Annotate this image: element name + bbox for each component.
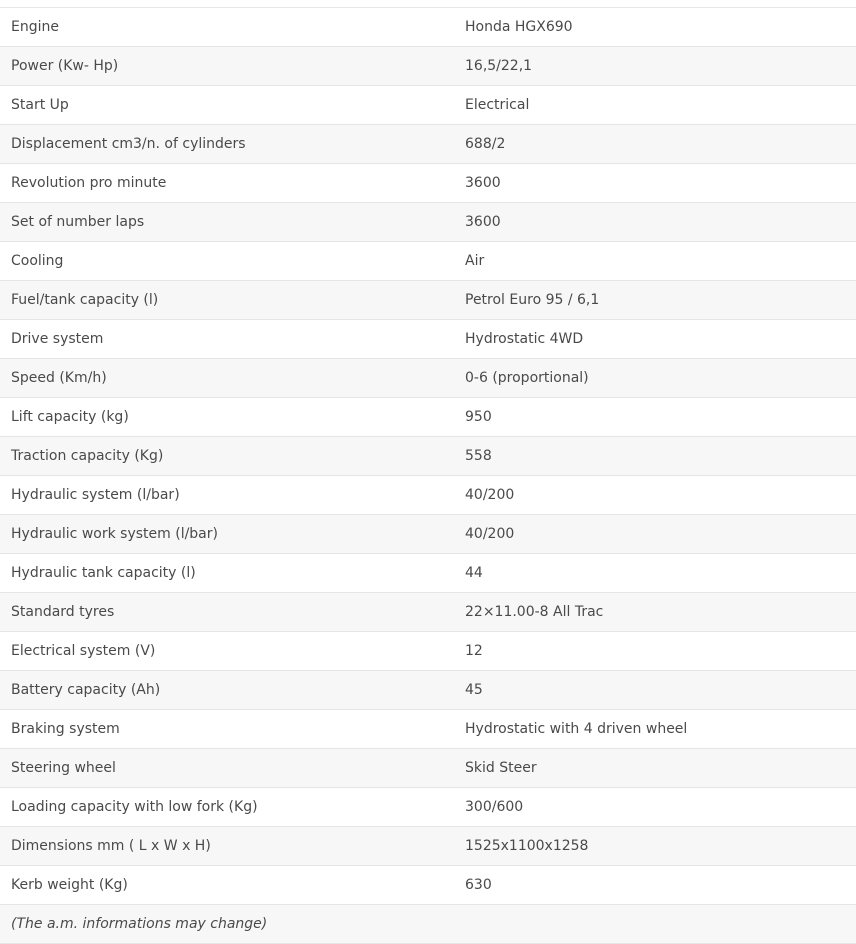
- spec-value: 630: [454, 866, 856, 905]
- spec-value: 1525x1100x1258: [454, 827, 856, 866]
- spec-label: Steering wheel: [0, 749, 454, 788]
- spec-value: Air: [454, 242, 856, 281]
- spec-label: Kerb weight (Kg): [0, 866, 454, 905]
- spec-label: Displacement cm3/n. of cylinders: [0, 125, 454, 164]
- spec-value: 950: [454, 398, 856, 437]
- specifications-table: [0, 7, 856, 944]
- spec-value: Hydrostatic with 4 driven wheel: [454, 710, 856, 749]
- spec-row: [0, 632, 856, 671]
- spec-row: [0, 866, 856, 905]
- spec-label: Hydraulic system (l/bar): [0, 476, 454, 515]
- spec-value: Hydrostatic 4WD: [454, 320, 856, 359]
- spec-row: [0, 515, 856, 554]
- spec-value: 558: [454, 437, 856, 476]
- spec-row: [0, 359, 856, 398]
- spec-row: [0, 593, 856, 632]
- spec-label: Braking system: [0, 710, 454, 749]
- disclaimer-note: (The a.m. informations may change): [0, 905, 856, 944]
- spec-label: Drive system: [0, 320, 454, 359]
- spec-label: Engine: [0, 8, 454, 47]
- spec-value: 3600: [454, 164, 856, 203]
- spec-row: [0, 320, 856, 359]
- spec-label: Traction capacity (Kg): [0, 437, 454, 476]
- spec-label: Power (Kw- Hp): [0, 47, 454, 86]
- spec-label: Start Up: [0, 86, 454, 125]
- spec-label: Hydraulic work system (l/bar): [0, 515, 454, 554]
- spec-row: [0, 125, 856, 164]
- spec-row: [0, 203, 856, 242]
- spec-label: Revolution pro minute: [0, 164, 454, 203]
- spec-label: Lift capacity (kg): [0, 398, 454, 437]
- spec-row: [0, 827, 856, 866]
- spec-row: [0, 788, 856, 827]
- spec-row: [0, 671, 856, 710]
- spec-value: 45: [454, 671, 856, 710]
- spec-value: 16,5/22,1: [454, 47, 856, 86]
- spec-row: [0, 47, 856, 86]
- spec-value: 688/2: [454, 125, 856, 164]
- spec-value: 0-6 (proportional): [454, 359, 856, 398]
- spec-label: Standard tyres: [0, 593, 454, 632]
- spec-row: [0, 164, 856, 203]
- spec-label: Loading capacity with low fork (Kg): [0, 788, 454, 827]
- spec-row: [0, 749, 856, 788]
- spec-row: [0, 476, 856, 515]
- spec-label: Fuel/tank capacity (l): [0, 281, 454, 320]
- spec-label: Speed (Km/h): [0, 359, 454, 398]
- spec-value: 300/600: [454, 788, 856, 827]
- spec-label: Dimensions mm ( L x W x H): [0, 827, 454, 866]
- spec-label: Cooling: [0, 242, 454, 281]
- spec-label: Hydraulic tank capacity (l): [0, 554, 454, 593]
- spec-value: 44: [454, 554, 856, 593]
- spec-row: [0, 8, 856, 47]
- spec-value: Honda HGX690: [454, 8, 856, 47]
- spec-row: [0, 281, 856, 320]
- spec-label: Battery capacity (Ah): [0, 671, 454, 710]
- spec-value: Petrol Euro 95 / 6,1: [454, 281, 856, 320]
- spec-value: Skid Steer: [454, 749, 856, 788]
- spec-row: [0, 398, 856, 437]
- spec-row: [0, 554, 856, 593]
- specifications-table-body: [0, 8, 856, 944]
- spec-value: 40/200: [454, 515, 856, 554]
- spec-row: [0, 710, 856, 749]
- spec-value: Electrical: [454, 86, 856, 125]
- spec-value: 3600: [454, 203, 856, 242]
- spec-row: [0, 437, 856, 476]
- note-row: [0, 905, 856, 944]
- spec-value: 12: [454, 632, 856, 671]
- spec-value: 22×11.00-8 All Trac: [454, 593, 856, 632]
- spec-label: Set of number laps: [0, 203, 454, 242]
- spec-label: Electrical system (V): [0, 632, 454, 671]
- spec-value: 40/200: [454, 476, 856, 515]
- spec-row: [0, 86, 856, 125]
- spec-row: [0, 242, 856, 281]
